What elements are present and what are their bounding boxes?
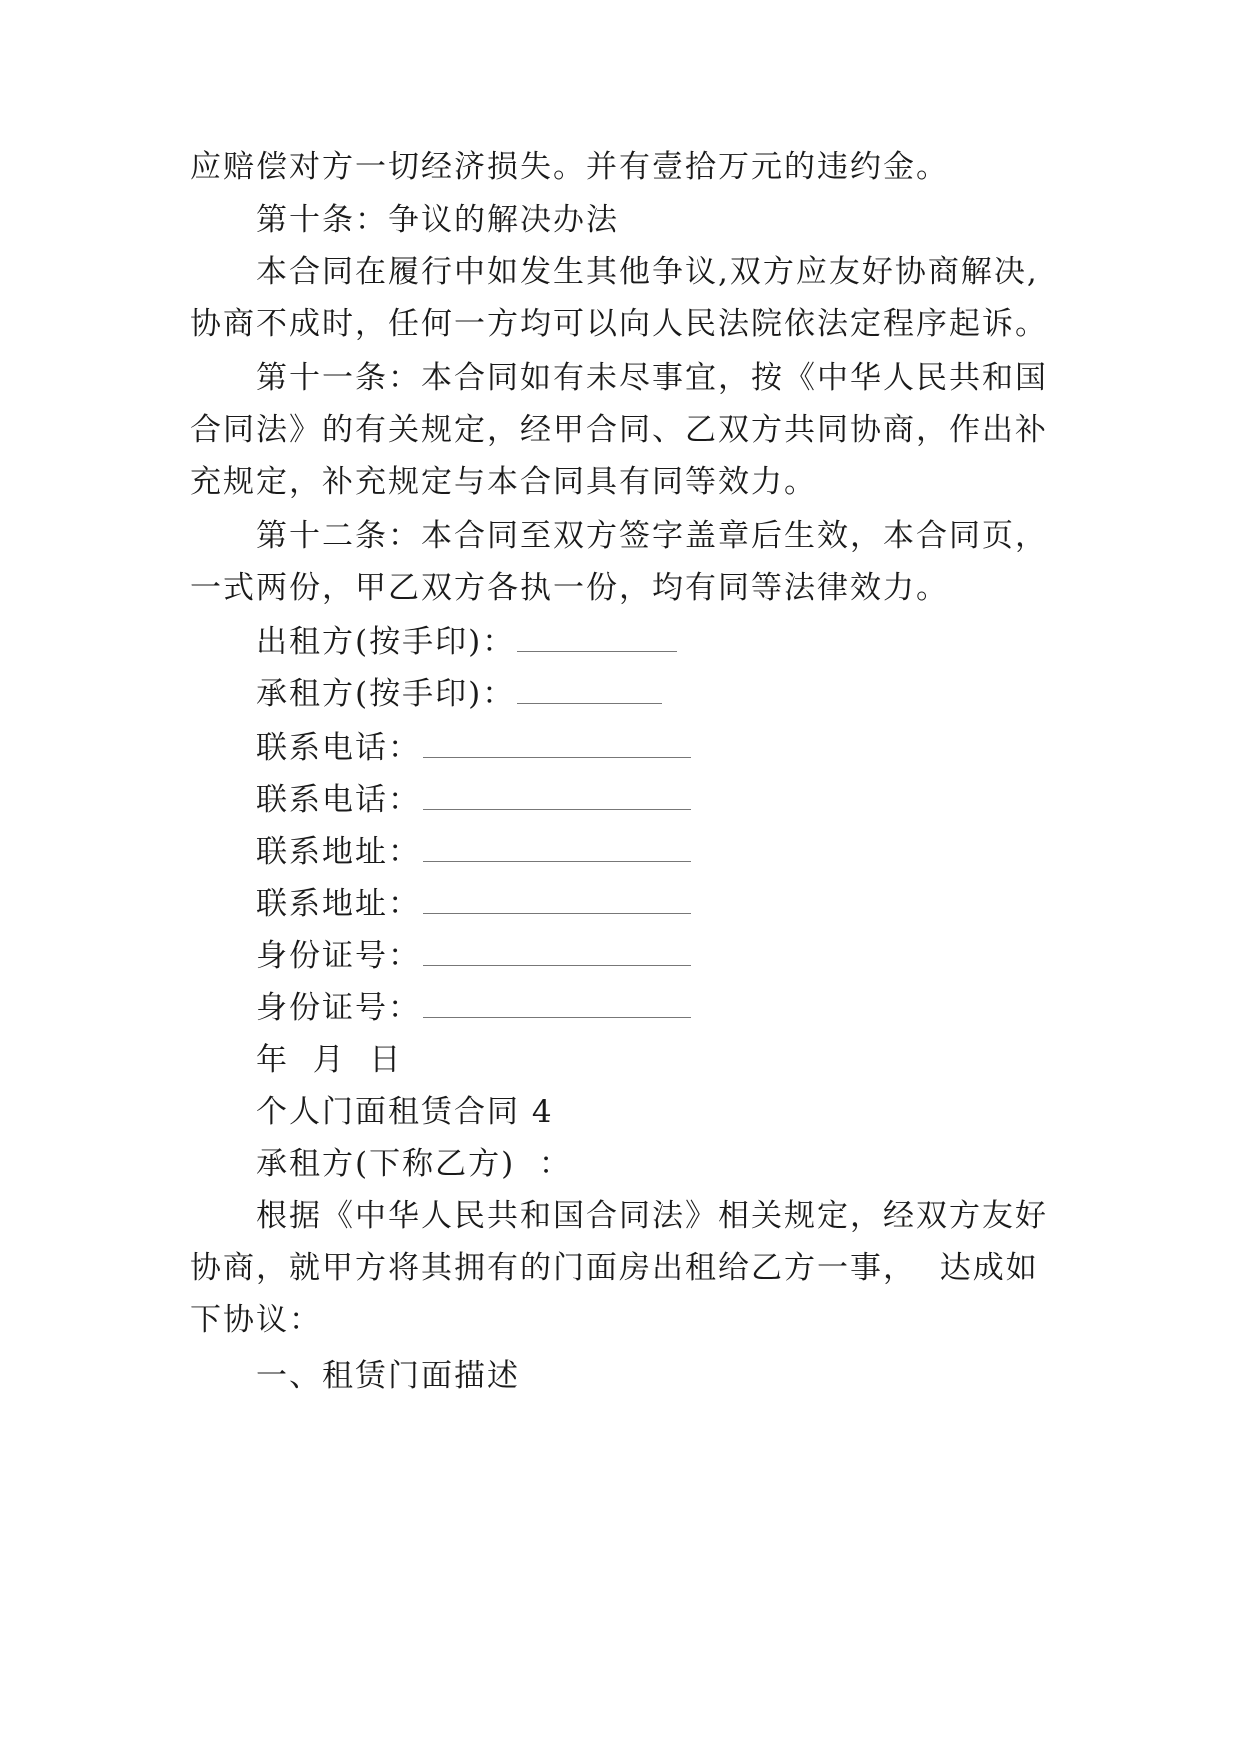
blank-line (423, 835, 691, 862)
phone-field (256, 728, 691, 768)
paragraph-line: 第十一条：本合同如有未尽事宜，按《中华人民共和国 (256, 360, 1048, 396)
blank-line (517, 625, 677, 652)
address-field (256, 832, 691, 872)
paragraph-line: 应赔偿对方一切经济损失。并有壹拾万元的违约金。 (190, 149, 949, 185)
blank-line (423, 887, 691, 914)
clause-heading: 第十条：争议的解决办法 (256, 202, 619, 238)
date-line: 年 月 日 (256, 1042, 403, 1078)
blank-line (517, 677, 662, 704)
signature-field-lessee (256, 674, 662, 714)
paragraph-line: 合同法》的有关规定，经甲合同、乙双方共同协商，作出补 (190, 412, 1048, 448)
paragraph-line: 协商不成时，任何一方均可以向人民法院依法定程序起诉。 (190, 306, 1048, 342)
paragraph-line: 一式两份，甲乙双方各执一份，均有同等法律效力。 (190, 570, 949, 606)
field-label: 联系地址： (256, 834, 421, 870)
field-label: 身份证号： (256, 990, 421, 1026)
tenant-line: 承租方(下称乙方) ： (256, 1146, 572, 1182)
paragraph-line: 协商，就甲方将其拥有的门面房出租给乙方一事， 达成如 (190, 1250, 1039, 1286)
blank-line (423, 939, 691, 966)
field-label: 联系地址： (256, 886, 421, 922)
section-heading: 一、租赁门面描述 (256, 1358, 520, 1394)
paragraph-line: 充规定，补充规定与本合同具有同等效力。 (190, 464, 817, 500)
field-label: 身份证号： (256, 938, 421, 974)
address-field (256, 884, 691, 924)
blank-line (423, 783, 691, 810)
id-number-field (256, 936, 691, 976)
blank-line (423, 731, 691, 758)
field-label: 出租方(按手印)： (256, 624, 516, 660)
field-label: 联系电话： (256, 782, 421, 818)
section-title: 个人门面租赁合同 4 (256, 1094, 554, 1130)
field-label: 联系电话： (256, 730, 421, 766)
paragraph-line: 下协议： (190, 1302, 322, 1338)
signature-field-lessor (256, 622, 677, 662)
paragraph-line: 本合同在履行中如发生其他争议,双方应友好协商解决, (256, 254, 1039, 290)
id-number-field (256, 988, 691, 1028)
phone-field (256, 780, 691, 820)
blank-line (423, 991, 691, 1018)
field-label: 承租方(按手印)： (256, 676, 516, 712)
paragraph-line: 根据《中华人民共和国合同法》相关规定，经双方友好 (256, 1198, 1048, 1234)
paragraph-line: 第十二条：本合同至双方签字盖章后生效，本合同页， (256, 518, 1048, 554)
